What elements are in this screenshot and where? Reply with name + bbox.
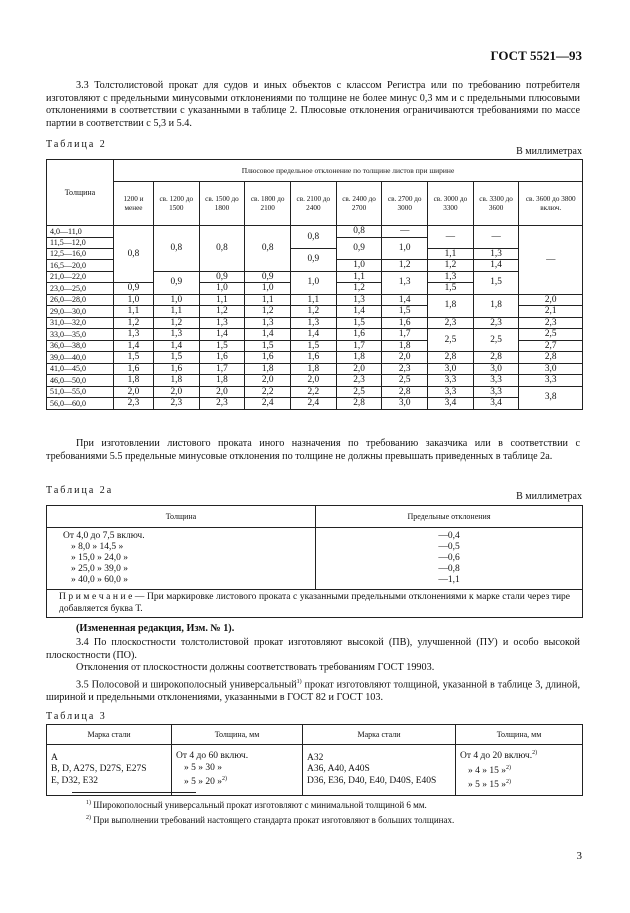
grade-list (47, 745, 172, 796)
table-cell: 1,0 (153, 294, 199, 306)
list-item: От 4 до 60 включ. (176, 751, 249, 762)
table-cell: 0,9 (153, 271, 199, 294)
table-cell: 1,4 (473, 260, 519, 272)
table-cell: 0,9 (291, 248, 337, 271)
list-item: » 15,0 » 24,0 » (71, 553, 128, 563)
thickness-list (47, 528, 316, 590)
table-cell: 3,3 (519, 375, 583, 387)
group-header: Плюсовое предельное отклонение по толщине листов при ширине (114, 160, 583, 182)
table-cell: 1,4 (153, 340, 199, 352)
table-cell: 2,0 (291, 375, 337, 387)
table-cell: 1,4 (291, 329, 337, 341)
col-grade-header: Марка стали (303, 725, 456, 745)
table-cell: 1,8 (153, 375, 199, 387)
footnote-ref: 2) (506, 779, 511, 786)
table-cell: 2,0 (245, 375, 291, 387)
table-cell: 1,8 (473, 294, 519, 317)
table-cell: 2,0 (519, 294, 583, 306)
table-cell: 3,0 (382, 398, 428, 410)
table-cell: 1,8 (382, 340, 428, 352)
table-cell: 1,5 (382, 306, 428, 318)
table-cell: 2,0 (382, 352, 428, 364)
table-cell: 1,5 (153, 352, 199, 364)
table-cell: 1,5 (291, 340, 337, 352)
table-cell: 1,2 (114, 317, 154, 329)
table-cell: 1,3 (114, 329, 154, 341)
row-range: 36,0—38,0 (47, 340, 114, 352)
table-cell: 1,0 (245, 283, 291, 295)
table-cell: 1,3 (199, 317, 245, 329)
row-range: 26,0—28,0 (47, 294, 114, 306)
list-item: А (51, 752, 58, 763)
table-cell: 3,4 (428, 398, 474, 410)
paragraph-3-5 (46, 676, 580, 705)
table-cell: 1,8 (199, 375, 245, 387)
grade-list (303, 745, 456, 796)
table-cell: 3,0 (473, 363, 519, 375)
thickness-list (456, 745, 583, 796)
table-cell: 3,0 (428, 363, 474, 375)
list-item: —0,4 (438, 531, 460, 541)
paragraph-3-4: 3.4 По плоскостности толстолистовой прокат изготовляют высокой (ПВ), улучшенной (ПУ) и особо высокой плоскостности (ПО). (46, 637, 580, 661)
row-range: 11,5—12,0 (47, 237, 114, 248)
list-item (460, 777, 578, 792)
col-header: св. 1200 до 1500 (153, 182, 199, 226)
table-2-caption: Таблица 2 (46, 139, 107, 150)
table-cell: 2,5 (519, 329, 583, 341)
table-cell: 1,0 (291, 271, 337, 294)
table-cell: 2,4 (245, 398, 291, 410)
table-cell: 1,2 (291, 306, 337, 318)
table-cell: 0,9 (114, 283, 154, 295)
table-cell: 1,6 (114, 363, 154, 375)
paragraph-text: прокат изготовляют толщиной, указанной в таблице 3, длиной, шириной и предельными отклонениями, указанными в ГОСТ 82 и ГОСТ 103. (46, 679, 580, 703)
footnote-marker: 2) (86, 815, 91, 821)
table-cell: 1,4 (199, 329, 245, 341)
table-cell: 1,4 (114, 340, 154, 352)
table-cell: 1,1 (153, 306, 199, 318)
table-cell: 2,2 (245, 386, 291, 398)
col-thickness-header: Толщина (47, 506, 316, 528)
footnote-ref: 2) (222, 776, 227, 783)
col-header: св. 3300 до 3600 (473, 182, 519, 226)
table-cell: 0,8 (336, 226, 382, 238)
table-cell: 1,2 (245, 306, 291, 318)
list-item: E, D32, E32 (51, 775, 98, 786)
col-thickness-header: Толщина (47, 160, 114, 226)
table-cell: 1,3 (382, 271, 428, 294)
list-item (176, 774, 298, 789)
table-cell: 0,8 (291, 226, 337, 249)
table-cell: 1,1 (114, 306, 154, 318)
table-cell: 3,3 (473, 386, 519, 398)
table-2a-caption: Таблица 2а (46, 485, 114, 496)
table-cell: 1,2 (428, 260, 474, 272)
col-header: св. 1500 до 1800 (199, 182, 245, 226)
table-cell: 1,3 (473, 248, 519, 260)
table-cell: 0,9 (199, 271, 245, 283)
table-cell: 2,0 (199, 386, 245, 398)
table-cell: 1,7 (382, 329, 428, 341)
row-range: 29,0—30,0 (47, 306, 114, 318)
table-cell: 2,4 (291, 398, 337, 410)
list-item: —0,8 (438, 564, 460, 574)
amendment-note: (Измененная редакция, Изм. № 1). (76, 623, 235, 634)
row-range: 21,0—22,0 (47, 271, 114, 283)
table-cell: 3,8 (519, 386, 583, 409)
table-cell: 1,8 (336, 352, 382, 364)
col-header: св. 2400 до 2700 (336, 182, 382, 226)
thickness-list (172, 745, 303, 796)
table-cell: 2,5 (428, 329, 474, 352)
table-cell: 0,8 (245, 226, 291, 272)
paragraph-3-3: 3.3 Толстолистовой прокат для судов и иных объектов с классом Регистра или по требованию потребителя изготовляют с предельными минусовыми отклонениями по толщине не более минус 0,3 мм и с предельными плюсовыми отклонениями в соответствии с указанными в таблице 2. Плюсовые отклонения ограничиваются требованиями по массе партии в соответствии с 5,3 и 5.4. (46, 80, 580, 129)
table-cell: 0,8 (199, 226, 245, 272)
col-header: св. 2700 до 3000 (382, 182, 428, 226)
footnote-ref: 1) (296, 679, 302, 685)
list-item: A36, A40, A40S (307, 764, 370, 775)
footnote-divider (72, 792, 196, 793)
table-cell: 1,3 (245, 317, 291, 329)
row-range: 23,0—25,0 (47, 283, 114, 295)
table-cell: 1,0 (382, 237, 428, 260)
table-cell: 1,4 (336, 306, 382, 318)
table-cell: — (382, 226, 428, 238)
table-cell: 1,6 (153, 363, 199, 375)
list-item-text: » 5 » 15 » (468, 780, 506, 791)
table-cell: 2,8 (473, 352, 519, 364)
page-number: 3 (576, 850, 582, 862)
row-range: 56,0—60,0 (47, 398, 114, 410)
table-cell: 1,5 (114, 352, 154, 364)
list-item: » 40,0 » 60,0 » (71, 575, 128, 585)
table-cell: 3,3 (428, 375, 474, 387)
table-cell: 1,2 (382, 260, 428, 272)
col-thickness-header: Толщина, мм (172, 725, 303, 745)
list-item: —0,6 (438, 553, 460, 563)
table-cell: 0,8 (114, 226, 154, 283)
table-cell: 1,5 (336, 317, 382, 329)
footnote-text: При выполнении требований настоящего стандарта прокат изготовляют в больших толщинах. (93, 815, 455, 825)
footnote-text: Широкополосный универсальный прокат изготовляют с минимальной толщиной 6 мм. (93, 800, 427, 810)
table-3-caption: Таблица 3 (46, 711, 107, 722)
list-item: —1,1 (438, 575, 460, 585)
table-cell: 1,3 (153, 329, 199, 341)
table-cell: 0,8 (153, 226, 199, 272)
row-range: 39,0—40,0 (47, 352, 114, 364)
table-cell: 2,8 (336, 398, 382, 410)
list-item: От 4,0 до 7,5 включ. (63, 531, 145, 541)
table-cell: 1,3 (291, 317, 337, 329)
table-cell: 1,2 (336, 283, 382, 295)
table-cell: 1,0 (199, 283, 245, 295)
list-item: » 25,0 » 39,0 » (71, 564, 128, 574)
paragraph-text: 3.5 Полосовой и широкополосный универсальный (76, 679, 297, 691)
table-cell: 2,7 (519, 340, 583, 352)
document-header: ГОСТ 5521—93 (490, 48, 582, 63)
footnote-2 (86, 815, 454, 825)
table-cell: 1,7 (199, 363, 245, 375)
table-cell: 2,0 (336, 363, 382, 375)
table-cell: 1,4 (382, 294, 428, 306)
table-cell: — (473, 226, 519, 249)
table-3 (46, 724, 583, 796)
table-note: П р и м е ч а н и е — При маркировке листового проката с указанными предельными отклонениями к марке стали через тире добавляется буква Т. (47, 590, 583, 618)
table-cell: 2,3 (519, 317, 583, 329)
table-cell: 1,6 (245, 352, 291, 364)
col-header: св. 3600 до 3800 включ. (519, 182, 583, 226)
table-cell: 1,1 (291, 294, 337, 306)
table-cell: 3,3 (473, 375, 519, 387)
table-cell: 2,8 (428, 352, 474, 364)
list-item: » 8,0 » 14,5 » (71, 542, 124, 552)
row-range: 41,0—45,0 (47, 363, 114, 375)
table-cell: 3,4 (473, 398, 519, 410)
row-range: 31,0—32,0 (47, 317, 114, 329)
list-item: » 5 » 30 » (184, 762, 222, 773)
col-deviation-header: Предельные отклонения (316, 506, 583, 528)
table-cell: 1,0 (336, 260, 382, 272)
table-cell: 1,6 (199, 352, 245, 364)
table-cell: 2,3 (336, 375, 382, 387)
list-item: B, D, A27S, D27S, E27S (51, 764, 147, 775)
table-cell: 3,0 (519, 363, 583, 375)
table-cell: 2,3 (428, 317, 474, 329)
col-header: св. 2100 до 2400 (291, 182, 337, 226)
col-header: 1200 и менее (114, 182, 154, 226)
table-cell: 2,1 (519, 306, 583, 318)
table-2a (46, 505, 583, 618)
list-item: —0,5 (438, 542, 460, 552)
table-cell: 1,5 (245, 340, 291, 352)
table-cell: 1,1 (428, 248, 474, 260)
row-range: 16,5—20,0 (47, 260, 114, 272)
col-grade-header: Марка стали (47, 725, 172, 745)
table-cell: 2,2 (291, 386, 337, 398)
col-header: св. 3000 до 3300 (428, 182, 474, 226)
paragraph-2a-intro: При изготовлении листового проката иного назначения по требованию заказчика или в соответствии с требованиями 5.5 предельные минусовые отклонения по толщине не должны превышать приведенных в таблице 2а. (46, 438, 580, 462)
deviation-list (316, 528, 583, 590)
table-cell: 1,3 (336, 294, 382, 306)
table-cell: — (428, 226, 474, 249)
table-cell: 2,5 (473, 329, 519, 352)
list-item: D36, E36, D40, E40, D40S, E40S (307, 775, 437, 786)
table-cell: 2,8 (519, 352, 583, 364)
table-cell: 1,6 (382, 317, 428, 329)
col-thickness-header: Толщина, мм (456, 725, 583, 745)
row-range: 4,0—11,0 (47, 226, 114, 238)
table-cell: 2,8 (382, 386, 428, 398)
table-2 (46, 159, 583, 410)
table-cell: 1,5 (428, 283, 474, 295)
table-cell: 1,3 (428, 271, 474, 283)
table-cell: 2,5 (382, 375, 428, 387)
table-cell: 2,3 (114, 398, 154, 410)
col-header: св. 1800 до 2100 (245, 182, 291, 226)
table-cell: 2,3 (473, 317, 519, 329)
table-cell: 1,2 (199, 306, 245, 318)
table-2a-units: В миллиметрах (516, 491, 582, 502)
table-cell: 2,3 (382, 363, 428, 375)
table-cell: 2,3 (199, 398, 245, 410)
table-cell: 3,3 (428, 386, 474, 398)
table-cell: — (519, 226, 583, 295)
table-cell: 2,3 (153, 398, 199, 410)
row-range: 46,0—50,0 (47, 375, 114, 387)
row-range: 51,0—55,0 (47, 386, 114, 398)
footnote-1 (86, 800, 427, 810)
list-item (460, 748, 578, 763)
table-cell: 1,4 (245, 329, 291, 341)
table-cell: 1,2 (153, 317, 199, 329)
list-item: A32 (307, 752, 324, 763)
paragraph-3-4-flatness: Отклонения от плоскостности должны соответствовать требованиям ГОСТ 19903. (76, 662, 435, 673)
table-cell: 1,6 (336, 329, 382, 341)
list-item (460, 763, 578, 778)
table-cell: 1,8 (428, 294, 474, 317)
table-2-units: В миллиметрах (516, 146, 582, 157)
table-cell: 0,9 (336, 237, 382, 260)
table-cell: 1,0 (114, 294, 154, 306)
list-item-text: От 4 до 20 включ. (460, 751, 533, 762)
table-cell: 1,5 (473, 271, 519, 294)
table-cell: 1,5 (199, 340, 245, 352)
table-cell: 1,1 (336, 271, 382, 283)
table-cell: 1,8 (245, 363, 291, 375)
footnote-ref: 2) (506, 764, 511, 771)
row-range: 33,0—35,0 (47, 329, 114, 341)
table-cell: 1,7 (336, 340, 382, 352)
table-cell: 1,8 (114, 375, 154, 387)
table-cell: 1,1 (245, 294, 291, 306)
table-cell: 1,1 (199, 294, 245, 306)
footnote-marker: 1) (86, 800, 91, 806)
table-cell: 1,8 (291, 363, 337, 375)
row-range: 12,5—16,0 (47, 248, 114, 260)
table-cell: 1,6 (291, 352, 337, 364)
table-cell: 2,0 (153, 386, 199, 398)
table-cell: 0,9 (245, 271, 291, 283)
table-cell: 2,5 (336, 386, 382, 398)
table-cell: 2,0 (114, 386, 154, 398)
list-item-text: » 4 » 15 » (468, 765, 506, 776)
list-item-text: » 5 » 20 » (184, 777, 222, 788)
footnote-ref: 2) (532, 750, 538, 756)
